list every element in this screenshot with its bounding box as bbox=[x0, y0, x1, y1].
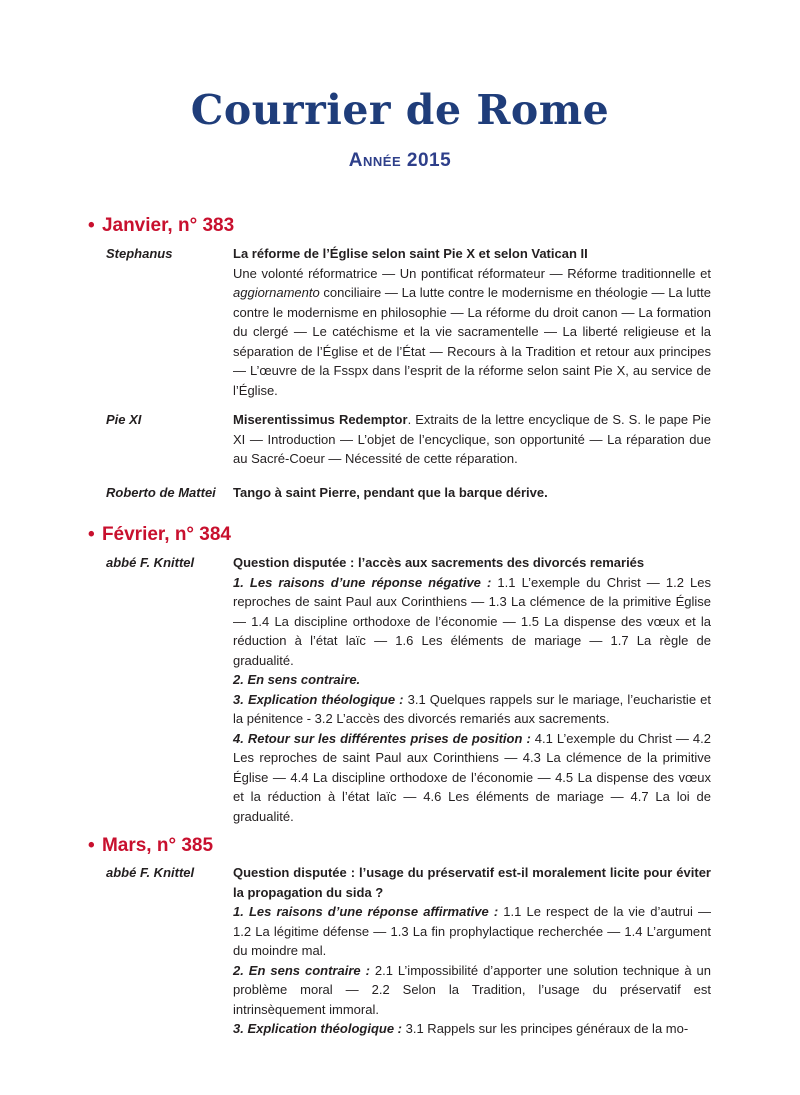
article-section: 3. Explication théologique : 3.1 Quelques rappels sur le mariage, l’eucharistie et la pénitence - 3.2 L’accès des divorcés remariés aux sacrements. bbox=[233, 691, 711, 726]
article-author: abbé F. Knittel bbox=[106, 555, 195, 570]
bullet-icon: • bbox=[88, 215, 95, 236]
article-author: Stephanus bbox=[106, 246, 173, 261]
bullet-icon: • bbox=[88, 524, 95, 545]
article-title: Question disputée : l’accès aux sacrements des divorcés remariés bbox=[233, 555, 645, 570]
issue-label: Janvier, n° 383 bbox=[101, 215, 235, 236]
article-entry bbox=[233, 244, 711, 400]
article-title: Tango à saint Pierre, pendant que la barque dérive. bbox=[233, 485, 548, 500]
article-entry bbox=[233, 410, 711, 469]
article-section: 1. Les raisons d’une réponse négative : 1.1 L’exemple du Christ — 1.2 Les reproches de saint Paul aux Corinthiens — 1.3 La clémence de la primitive Église — 1.4 La discipline orthodoxe de l’économie — 1.5 La dispense des vœux et la réduction à l’état laïc — 1.6 Les éléments de mariage — 1.7 La règle de gradualité. bbox=[233, 574, 711, 668]
article-author: Pie XI bbox=[106, 412, 142, 427]
issue-heading bbox=[88, 834, 213, 858]
issue-heading bbox=[88, 523, 231, 547]
issue-label: Mars, n° 385 bbox=[101, 835, 214, 856]
article-entry bbox=[233, 553, 711, 826]
issue-heading bbox=[88, 214, 234, 238]
article-section: 4. Retour sur les différentes prises de position : 4.1 L’exemple du Christ — 4.2 Les reproches de saint Paul aux Corinthiens — 4.3 La clémence de la primitive Église — 4.4 La discipline orthodoxe de l’économie — 4.5 La dispense des vœux et la réduction à l’état laïc — 4.6 Les éléments de mariage — 4.7 La loi de gradualité. bbox=[233, 730, 711, 824]
article-section: 3. Explication théologique : 3.1 Rappels sur les principes généraux de la mo- bbox=[233, 1021, 689, 1036]
masthead-title: Courrier de Rome bbox=[190, 86, 610, 134]
article-author: abbé F. Knittel bbox=[106, 865, 195, 880]
article-section: 2. En sens contraire : 2.1 L’impossibilité d’apporter une solution technique à un problème moral — 2.2 Selon la Tradition, l’usage du préservatif est intrinsèquement immoral. bbox=[233, 962, 711, 1017]
article-section: 2. En sens contraire. bbox=[233, 672, 361, 687]
article-title: La réforme de l’Église selon saint Pie X et selon Vatican II bbox=[233, 246, 588, 261]
article-entry bbox=[233, 863, 711, 1039]
article-title: Question disputée : l’usage du préservatif est-il moralement licite pour éviter la propagation du sida ? bbox=[233, 865, 711, 900]
bullet-icon: • bbox=[88, 835, 95, 856]
issue-label: Février, n° 384 bbox=[101, 524, 232, 545]
article-author: Roberto de Mattei bbox=[106, 485, 216, 500]
article-summary: Une volonté réformatrice — Un pontificat réformateur — Réforme traditionnelle et aggiornamento conciliaire — La lutte contre le modernisme en théologie — La lutte contre le modernisme en philosophie — La réforme du droit canon — La formation du clergé — Le catéchisme et la vie sacramentelle — La liberté religieuse et la séparation de l’Église et de l’État — Recours à la Tradition et retour aux principes — L’œuvre de la Fsspx dans l’esprit de la réforme selon saint Pie X, au service de l’Église. bbox=[233, 265, 711, 398]
article-section: 1. Les raisons d’une réponse affirmative : 1.1 Le respect de la vie d’autrui — 1.2 La légitime défense — 1.3 La fin prophylactique recherchée — 1.4 L’argument du moindre mal. bbox=[233, 904, 711, 958]
article-title: Miserentissimus Redemptor bbox=[233, 412, 408, 427]
article-summary: Miserentissimus Redemptor. Extraits de la lettre encyclique de S. S. le pape Pie XI — Introduction — L’objet de l’encyclique, son opportunité — La réparation due au Sacré-Coeur — Nécessité de cette réparation. bbox=[233, 412, 711, 466]
article-entry bbox=[233, 483, 711, 503]
year-heading: Année 2015 bbox=[348, 150, 452, 171]
